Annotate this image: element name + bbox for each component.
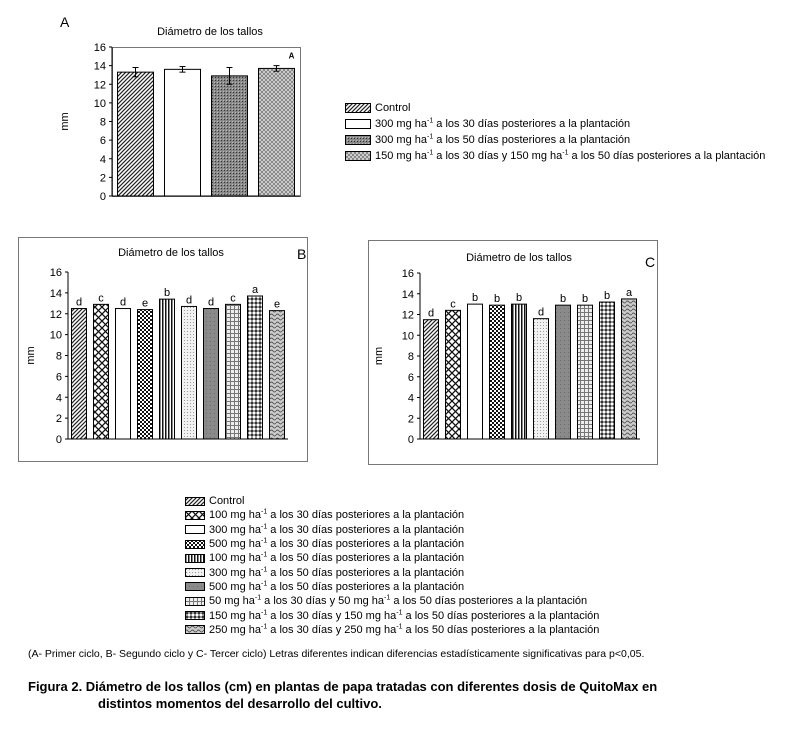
y-tick-label: 4	[407, 392, 414, 405]
y-axis-label: mm	[25, 346, 37, 365]
y-tick-label: 12	[401, 309, 414, 322]
legend-item	[185, 580, 599, 594]
bar	[534, 319, 549, 439]
bar	[622, 299, 637, 439]
bar	[270, 311, 285, 439]
figure-caption: (A- Primer ciclo, B- Segundo ciclo y C- Tercer ciclo) Letras diferentes indican diferencias estadísticamente significativas para p<0,05.	[28, 648, 645, 660]
bar	[556, 305, 571, 439]
legend-item	[345, 132, 765, 148]
y-tick-label: 4	[99, 153, 106, 166]
bar	[160, 299, 175, 439]
bar-label: a	[625, 286, 633, 299]
bar-label: c	[450, 298, 456, 311]
legend-label: 100 mg $ha^{-1}$ a los 50 días posteriores a la plantación	[209, 551, 465, 565]
legend-label: 100 mg $ha^{-1}$ a los 30 días posteriores a la plantación	[209, 508, 465, 522]
bar	[578, 305, 593, 439]
y-tick-label: 10	[401, 330, 414, 343]
legend-swatch	[345, 151, 371, 161]
figure-title-line1: Figura 2. Diámetro de los tallos (cm) en plantas de papa tratadas con diferentes dosis de QuitoMax en	[28, 679, 658, 694]
legend-item	[185, 537, 599, 551]
bar-label: d	[75, 296, 83, 309]
legend-label: Control	[375, 102, 411, 114]
figure-title	[28, 678, 788, 712]
bar	[259, 68, 295, 196]
legend-item	[345, 100, 765, 116]
y-tick-label: 12	[93, 79, 106, 92]
y-tick-label: 6	[99, 135, 106, 148]
bar-label: d	[119, 296, 127, 309]
chart-a	[50, 20, 310, 220]
legend-label: 300 mg $ha^{-1}$ a los 30 días posteriores a la plantación	[209, 523, 465, 536]
bar	[204, 309, 219, 439]
y-tick-label: 8	[55, 350, 62, 363]
y-tick-label: 6	[55, 371, 62, 384]
y-axis-label: mm	[59, 112, 71, 131]
bar	[118, 72, 154, 196]
bar-label: c	[98, 292, 104, 305]
y-tick-label: 14	[49, 287, 62, 300]
legend-item	[345, 148, 765, 164]
panel-label-a: A	[60, 14, 70, 30]
panel-label-c: C	[645, 254, 656, 270]
y-tick-label: 6	[407, 371, 414, 384]
legend-label: 300 mg $ha^{-1}$ a los 50 días posteriores a la plantación	[375, 133, 631, 146]
legend-swatch	[185, 540, 205, 549]
bar	[94, 304, 109, 439]
bar	[226, 304, 241, 439]
legend-label: 300 mg $ha^{-1}$ a los 50 días posteriores a la plantación	[209, 565, 465, 579]
legend-item	[185, 565, 599, 579]
y-tick-label: 14	[401, 288, 414, 301]
legend-item	[185, 608, 599, 622]
bar	[490, 305, 505, 439]
y-tick-label: 0	[407, 434, 414, 446]
bar-label: a	[251, 284, 259, 297]
legend-swatch	[185, 554, 205, 563]
chart-c	[368, 240, 658, 465]
y-tick-label: 12	[49, 308, 62, 321]
bar	[248, 296, 263, 439]
bar-label: b	[581, 293, 589, 306]
legend-item	[185, 594, 599, 608]
legend-swatch	[185, 525, 205, 534]
bar-label: b	[603, 290, 611, 303]
bar-label: b	[515, 292, 523, 305]
bar	[212, 76, 248, 196]
legend-label: 300 mg $ha^{-1}$ a los 30 días posteriores a la plantación	[375, 117, 631, 130]
y-axis-label: mm	[373, 346, 385, 366]
bar-label: c	[230, 292, 236, 305]
y-tick-label: 0	[55, 434, 62, 446]
bar-label: A	[288, 51, 295, 61]
y-tick-label: 8	[99, 116, 106, 129]
bar-label: b	[471, 292, 479, 305]
legend-label: 500 mg $ha^{-1}$ a los 50 días posteriores a la plantación	[209, 580, 465, 593]
legend-label: 150 mg $ha^{-1}$ a los 30 días y 150 mg $ha^{-1}$ a los 50 días posteriores a la plantación	[209, 608, 600, 622]
legend-swatch	[185, 625, 205, 634]
bar	[72, 309, 87, 439]
legend-swatch	[345, 119, 371, 129]
legend-swatch	[185, 568, 205, 577]
y-tick-label: 2	[99, 172, 106, 185]
bar-label: b	[163, 287, 171, 300]
figure-title-line2: distintos momentos del desarrollo del cultivo.	[98, 696, 382, 711]
y-tick-label: 10	[93, 97, 106, 110]
chart-title: Diámetro de los tallos	[118, 247, 224, 259]
y-tick-label: 14	[93, 60, 106, 73]
bar	[165, 69, 201, 196]
y-tick-label: 4	[55, 392, 62, 405]
legend-swatch	[185, 497, 205, 506]
bar-label: d	[185, 294, 193, 307]
bar-label: b	[493, 293, 501, 306]
legend-item	[185, 551, 599, 565]
y-tick-label: 10	[49, 329, 62, 342]
legend-item	[345, 116, 765, 132]
bar-label: d	[207, 296, 215, 309]
y-tick-label: 16	[401, 268, 414, 280]
chart-b	[18, 237, 308, 462]
y-tick-label: 8	[407, 351, 414, 363]
legend-swatch	[345, 135, 371, 145]
legend-label: Control	[209, 495, 245, 508]
bar	[446, 310, 461, 439]
legend-top	[345, 100, 765, 164]
bar-label: d	[427, 307, 435, 320]
y-tick-label: 16	[49, 267, 62, 279]
bar	[600, 302, 615, 439]
legend-item	[185, 494, 599, 508]
legend-swatch	[185, 597, 205, 606]
y-tick-label: 16	[93, 42, 106, 54]
bar	[116, 309, 131, 439]
legend-swatch	[185, 511, 205, 520]
chart-title: Diámetro de los tallos	[466, 252, 572, 264]
y-tick-label: 2	[55, 413, 62, 426]
legend-label: 150 mg $ha^{-1}$ a los 30 días y 150 mg $ha^{-1}$ a los 50 días posteriores a la plantación	[375, 149, 766, 162]
bar	[468, 304, 483, 439]
legend-bottom	[185, 494, 599, 637]
bar-label: d	[537, 306, 545, 319]
legend-item	[185, 523, 599, 537]
legend-label: 500 mg $ha^{-1}$ a los 30 días posteriores a la plantación	[209, 537, 465, 551]
legend-swatch	[345, 103, 371, 113]
bar-label: e	[141, 297, 149, 310]
chart-title: Diámetro de los tallos	[157, 26, 263, 38]
bar-label: e	[273, 298, 281, 311]
bar	[138, 310, 153, 439]
y-tick-label: 0	[99, 191, 106, 203]
legend-item	[185, 508, 599, 522]
legend-label: 250 mg $ha^{-1}$ a los 30 días y 250 mg $ha^{-1}$ a los 50 días posteriores a la plantación	[209, 623, 600, 636]
bar	[512, 304, 527, 439]
bar	[424, 320, 439, 439]
panel-label-b: B	[297, 246, 307, 262]
y-tick-label: 2	[407, 413, 414, 426]
legend-swatch	[185, 582, 205, 591]
legend-swatch	[185, 611, 205, 620]
bar	[182, 306, 197, 439]
legend-label: 50 mg $ha^{-1}$ a los 30 días y 50 mg $ha^{-1}$ a los 50 días posteriores a la plantación	[209, 594, 588, 608]
legend-item	[185, 623, 599, 637]
bar-label: b	[559, 293, 567, 306]
